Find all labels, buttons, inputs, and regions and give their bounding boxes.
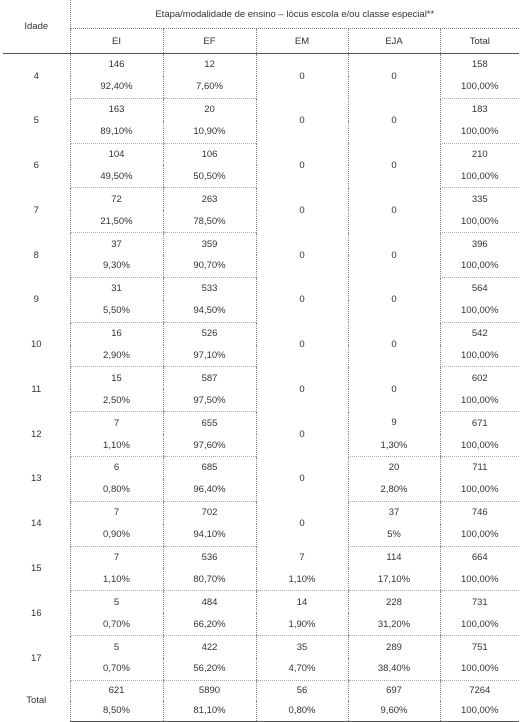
ef-count-cell: 536	[163, 546, 256, 568]
eja-cell: 0	[348, 98, 440, 143]
ei-percent-cell: 0,90%	[70, 524, 163, 546]
ef-count-cell: 263	[163, 188, 256, 210]
age-cell: 14	[30, 518, 42, 530]
em-cell: 0	[256, 233, 348, 278]
eja-count-cell: 289	[348, 636, 440, 658]
table-row	[3, 636, 519, 658]
total-count-cell: 602	[440, 367, 519, 389]
eja-cell: 0	[348, 322, 440, 367]
eja-cell: 0	[348, 143, 440, 188]
eja-cell: 0	[348, 233, 440, 278]
em-cell: 0	[256, 143, 348, 188]
total-count-cell: 158	[440, 54, 519, 76]
ef-percent-cell: 97,60%	[163, 434, 256, 456]
table-row	[3, 546, 519, 568]
table-row	[3, 680, 519, 701]
group-title-header: Etapa/modalidade de ensino – lócus escola e/ou classe especial**	[70, 0, 519, 29]
col-header-total: Total	[440, 29, 519, 54]
ef-count-cell: 5890	[163, 680, 256, 701]
eja-count-cell: 20	[348, 457, 440, 479]
ef-count-cell: 12	[163, 54, 256, 76]
total-count-cell: 751	[440, 636, 519, 658]
table-row-percent	[3, 613, 519, 635]
ef-count-cell: 533	[163, 277, 256, 299]
eja-percent-cell: 38,40%	[348, 658, 440, 680]
col-header-ef: EF	[163, 29, 256, 54]
total-count-cell: 210	[440, 143, 519, 165]
em-cell: 0	[256, 54, 348, 99]
total-percent-cell: 100,00%	[440, 701, 519, 722]
ei-count-cell: 146	[70, 54, 163, 76]
table-row	[3, 54, 519, 76]
ei-percent-cell: 92,40%	[70, 76, 163, 98]
eja-count-cell: 228	[348, 591, 440, 613]
em-cell: 0	[256, 277, 348, 322]
em-count-cell: 14	[256, 591, 348, 613]
table-row	[3, 591, 519, 613]
ef-percent-cell: 7,60%	[163, 76, 256, 98]
eja-percent-cell: 1,30%	[348, 434, 440, 456]
em-count-cell: 56	[256, 680, 348, 701]
ei-percent-cell: 2,90%	[70, 345, 163, 367]
total-percent-cell: 100,00%	[440, 300, 519, 322]
table-row	[3, 412, 519, 434]
ei-count-cell: 37	[70, 233, 163, 255]
em-cell: 0	[256, 412, 348, 457]
em-cell: 0	[256, 322, 348, 367]
total-percent-cell: 100,00%	[440, 658, 519, 680]
total-count-cell: 335	[440, 188, 519, 210]
ef-percent-cell: 80,70%	[163, 568, 256, 590]
total-percent-cell: 100,00%	[440, 434, 519, 456]
eja-percent-cell: 9,60%	[348, 701, 440, 722]
em-cell: 0	[256, 98, 348, 143]
eja-percent-cell: 17,10%	[348, 568, 440, 590]
eja-count-cell: 37	[348, 501, 440, 523]
total-percent-cell: 100,00%	[440, 479, 519, 501]
ef-percent-cell: 94,10%	[163, 524, 256, 546]
ef-percent-cell: 97,10%	[163, 345, 256, 367]
ef-count-cell: 484	[163, 591, 256, 613]
eja-count-cell: 697	[348, 680, 440, 701]
age-cell: 11	[31, 383, 42, 395]
enrollment-table	[3, 0, 519, 722]
total-count-cell: 564	[440, 277, 519, 299]
ef-percent-cell: 50,50%	[163, 165, 256, 187]
em-cell: 0	[256, 188, 348, 233]
ei-count-cell: 5	[70, 636, 163, 658]
ef-percent-cell: 90,70%	[163, 255, 256, 277]
table-row	[3, 367, 519, 389]
eja-percent-cell: 31,20%	[348, 613, 440, 635]
age-cell: 10	[30, 339, 42, 351]
age-cell: 17	[30, 652, 42, 664]
table-row-percent	[3, 568, 519, 590]
col-header-eja: EJA	[348, 29, 440, 54]
em-cell: 0	[256, 501, 348, 546]
col-header-em: EM	[256, 29, 348, 54]
ef-percent-cell: 56,20%	[163, 658, 256, 680]
eja-count-cell: 9	[348, 412, 440, 434]
total-label-cell: Total	[26, 695, 47, 707]
table-row-percent	[3, 701, 519, 722]
ef-percent-cell: 94,50%	[163, 300, 256, 322]
em-percent-cell: 0,80%	[256, 701, 348, 722]
ef-percent-cell: 78,50%	[163, 210, 256, 232]
age-cell: 13	[30, 473, 42, 485]
table-row	[3, 501, 519, 523]
ef-count-cell: 526	[163, 322, 256, 344]
ef-count-cell: 655	[163, 412, 256, 434]
ef-count-cell: 359	[163, 233, 256, 255]
eja-cell: 0	[348, 188, 440, 233]
em-cell: 0	[256, 367, 348, 412]
ef-percent-cell: 81,10%	[163, 701, 256, 722]
table-row	[3, 143, 519, 165]
eja-cell: 0	[348, 54, 440, 99]
total-percent-cell: 100,00%	[440, 76, 519, 98]
ei-percent-cell: 2,50%	[70, 389, 163, 411]
ei-percent-cell: 21,50%	[70, 210, 163, 232]
ei-count-cell: 104	[70, 143, 163, 165]
col-header-ei: EI	[70, 29, 163, 54]
eja-percent-cell: 5%	[348, 524, 440, 546]
total-count-cell: 711	[440, 457, 519, 479]
total-count-cell: 746	[440, 501, 519, 523]
ei-count-cell: 7	[70, 546, 163, 568]
ei-percent-cell: 0,70%	[70, 613, 163, 635]
eja-count-cell: 114	[348, 546, 440, 568]
ei-count-cell: 16	[70, 322, 163, 344]
total-percent-cell: 100,00%	[440, 255, 519, 277]
ei-percent-cell: 1,10%	[70, 568, 163, 590]
total-count-cell: 671	[440, 412, 519, 434]
table-row	[3, 98, 519, 120]
ei-count-cell: 31	[70, 277, 163, 299]
ei-percent-cell: 89,10%	[70, 121, 163, 143]
total-percent-cell: 100,00%	[440, 389, 519, 411]
age-cell: 12	[30, 428, 42, 440]
ei-count-cell: 163	[70, 98, 163, 120]
ef-count-cell: 20	[163, 98, 256, 120]
total-count-cell: 396	[440, 233, 519, 255]
ei-percent-cell: 0,70%	[70, 658, 163, 680]
total-count-cell: 183	[440, 98, 519, 120]
total-percent-cell: 100,00%	[440, 210, 519, 232]
em-cell: 0	[256, 457, 348, 502]
ei-count-cell: 72	[70, 188, 163, 210]
eja-cell: 0	[348, 277, 440, 322]
age-cell: 9	[33, 294, 39, 306]
ei-percent-cell: 0,80%	[70, 479, 163, 501]
total-count-cell: 542	[440, 322, 519, 344]
idade-header: Idade	[3, 0, 70, 54]
total-percent-cell: 100,00%	[440, 345, 519, 367]
ef-percent-cell: 10,90%	[163, 121, 256, 143]
age-cell: 4	[33, 70, 39, 82]
total-percent-cell: 100,00%	[440, 524, 519, 546]
ei-count-cell: 15	[70, 367, 163, 389]
ei-count-cell: 7	[70, 412, 163, 434]
ei-count-cell: 5	[70, 591, 163, 613]
eja-percent-cell: 2,80%	[348, 479, 440, 501]
age-cell: 15	[30, 562, 42, 574]
total-count-cell: 731	[440, 591, 519, 613]
ef-count-cell: 106	[163, 143, 256, 165]
total-percent-cell: 100,00%	[440, 613, 519, 635]
table-body	[3, 54, 519, 722]
total-percent-cell: 100,00%	[440, 165, 519, 187]
em-count-cell: 35	[256, 636, 348, 658]
age-cell: 7	[33, 204, 39, 216]
ei-count-cell: 6	[70, 457, 163, 479]
ei-count-cell: 621	[70, 680, 163, 701]
age-cell: 8	[33, 249, 39, 261]
age-cell: 16	[30, 607, 42, 619]
table-row-percent	[3, 658, 519, 680]
em-count-cell: 7	[256, 546, 348, 568]
table-row	[3, 277, 519, 299]
em-percent-cell: 1,10%	[256, 568, 348, 590]
em-percent-cell: 4,70%	[256, 658, 348, 680]
ei-count-cell: 7	[70, 501, 163, 523]
ef-count-cell: 702	[163, 501, 256, 523]
ef-percent-cell: 97,50%	[163, 389, 256, 411]
table-row	[3, 457, 519, 479]
total-percent-cell: 100,00%	[440, 121, 519, 143]
ef-percent-cell: 66,20%	[163, 613, 256, 635]
em-percent-cell: 1,90%	[256, 613, 348, 635]
table-row	[3, 322, 519, 344]
ei-percent-cell: 5,50%	[70, 300, 163, 322]
total-count-cell: 664	[440, 546, 519, 568]
table-row	[3, 233, 519, 255]
total-percent-cell: 100,00%	[440, 568, 519, 590]
eja-cell: 0	[348, 367, 440, 412]
ef-count-cell: 587	[163, 367, 256, 389]
ef-percent-cell: 96,40%	[163, 479, 256, 501]
ef-count-cell: 685	[163, 457, 256, 479]
ei-percent-cell: 9,30%	[70, 255, 163, 277]
total-count-cell: 7264	[440, 680, 519, 701]
age-cell: 5	[33, 115, 39, 127]
age-cell: 6	[33, 159, 39, 171]
ei-percent-cell: 1,10%	[70, 434, 163, 456]
ei-percent-cell: 49,50%	[70, 165, 163, 187]
table-row	[3, 188, 519, 210]
ef-count-cell: 422	[163, 636, 256, 658]
ei-percent-cell: 8,50%	[70, 701, 163, 722]
